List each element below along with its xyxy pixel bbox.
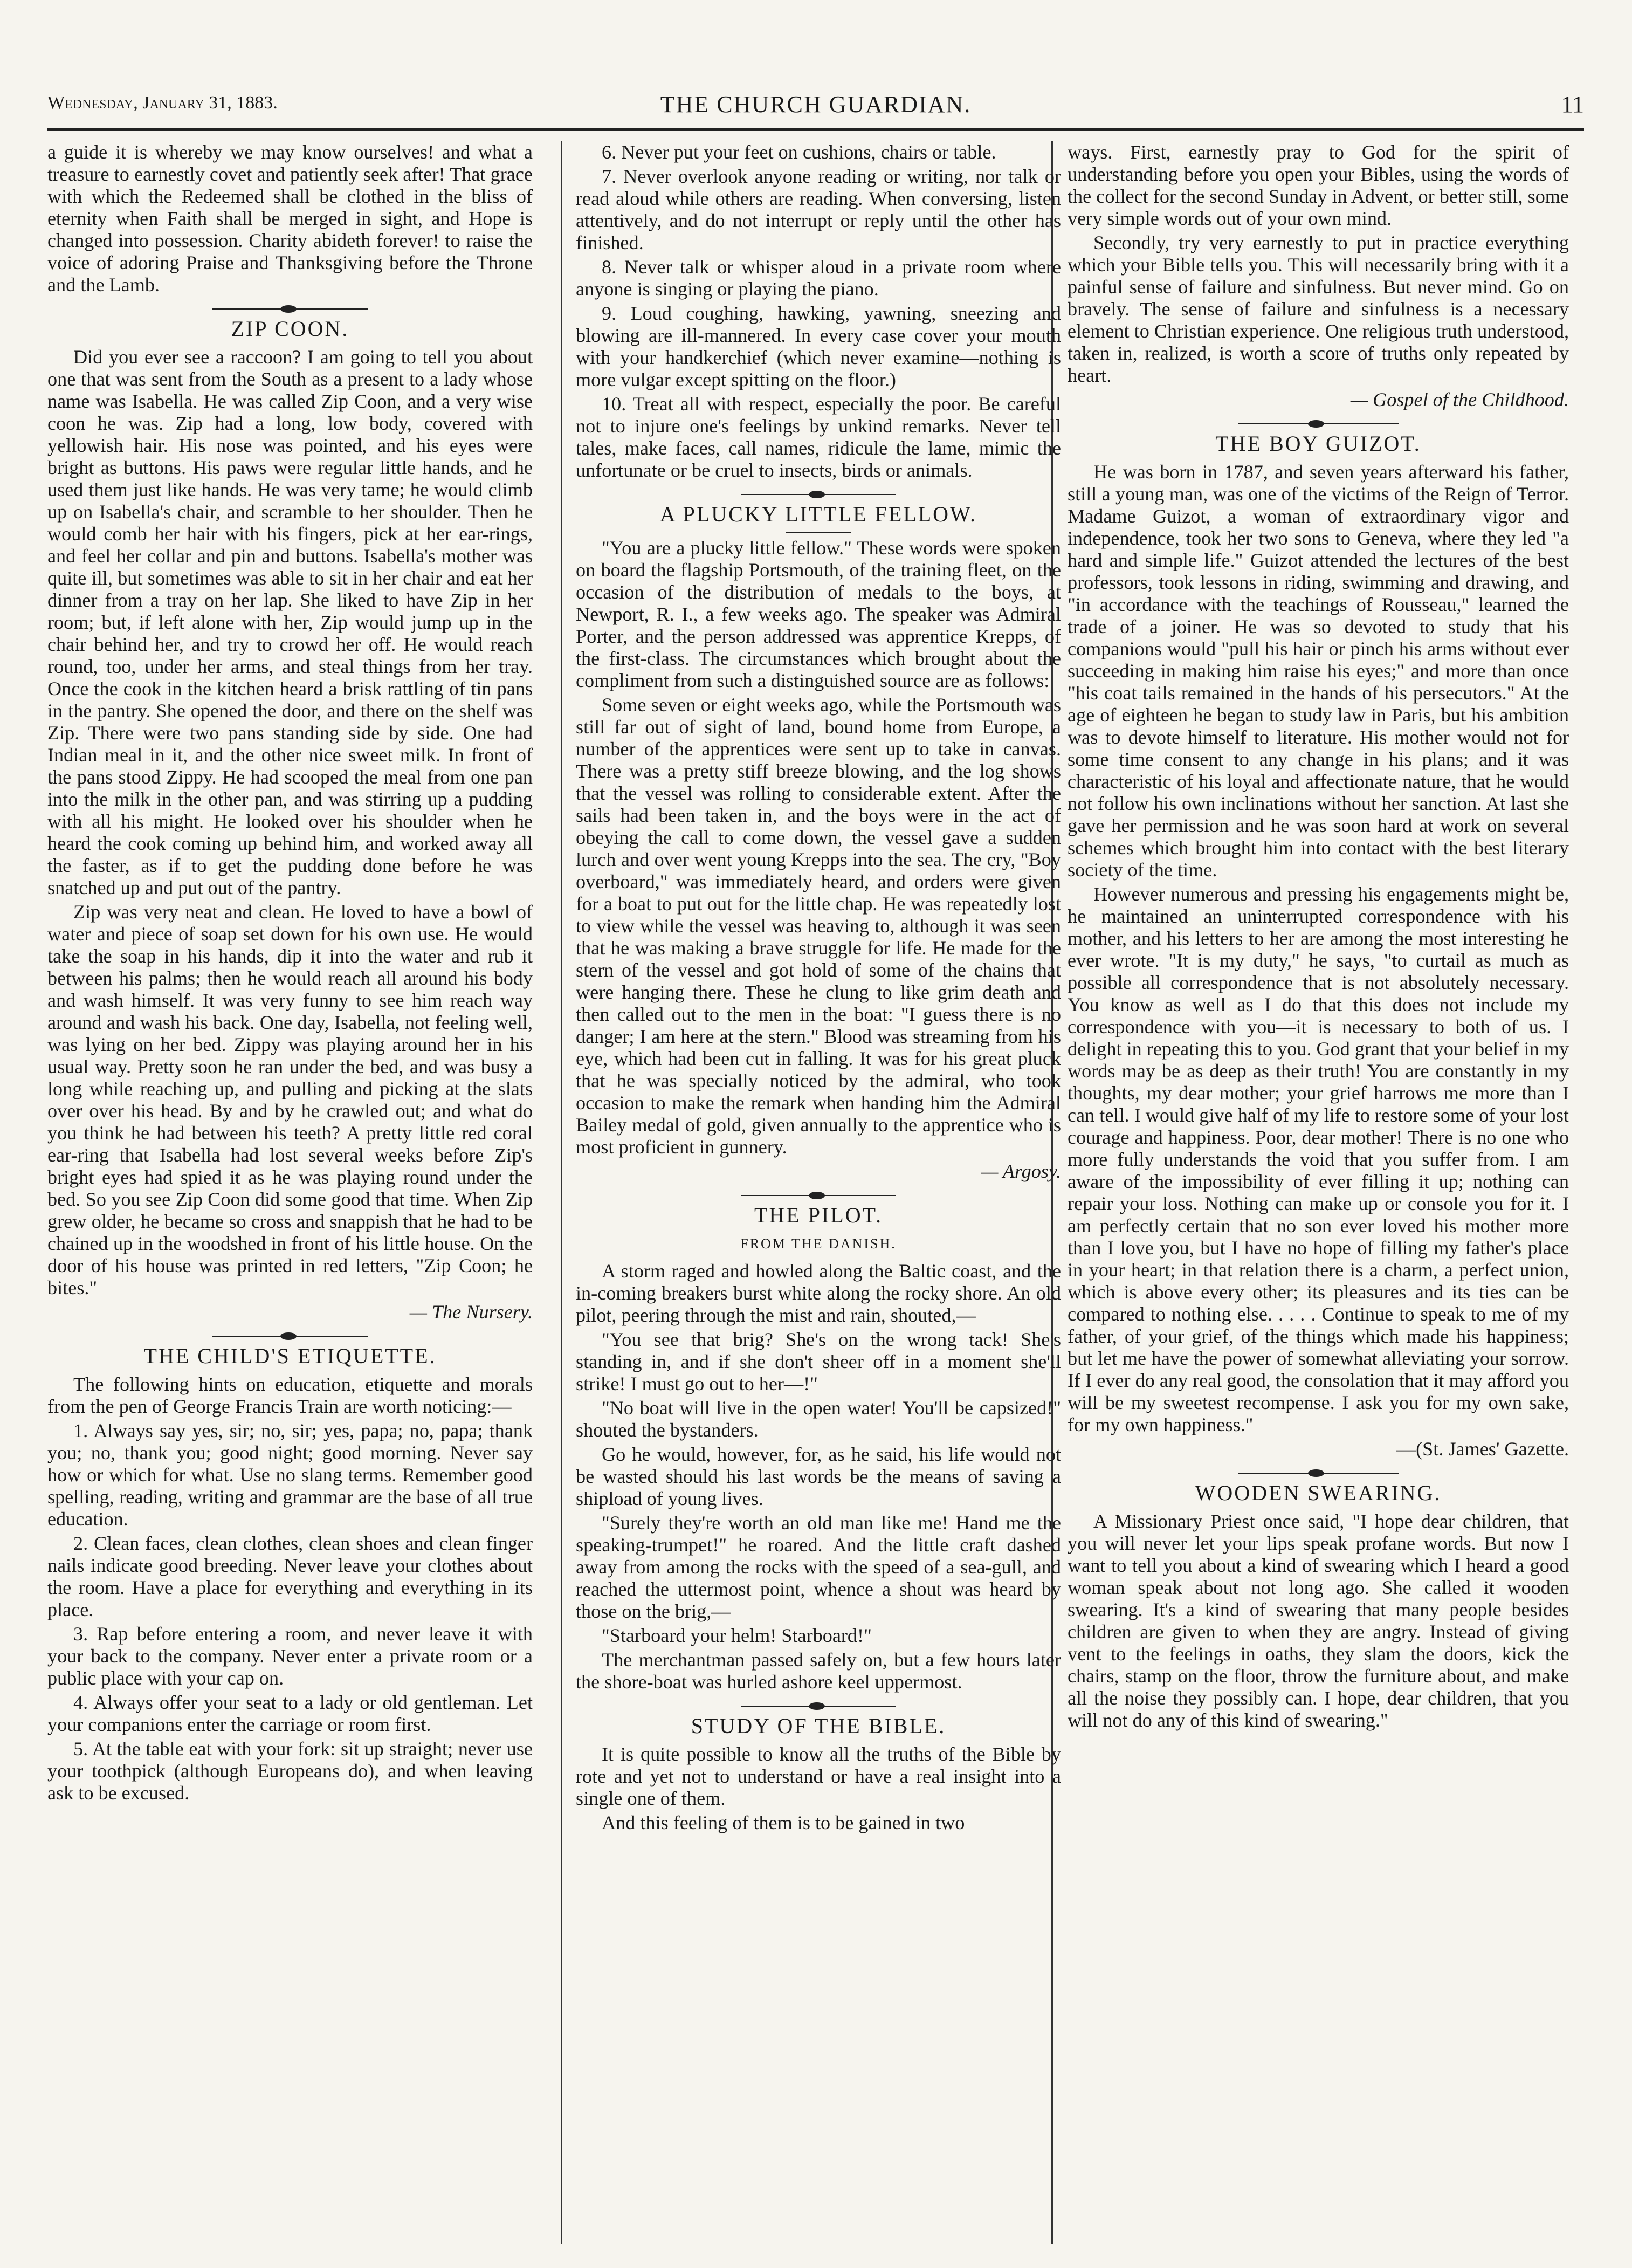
article-paragraph: "Starboard your helm! Starboard!" bbox=[602, 1625, 872, 1646]
article-paragraph: Secondly, try very earnestly to put in practice everything which your Bible tells you. This will necessarily bring with it a painful sense of failure and sinfulness. But never mind. Go on bravely. The sense of failure and sinfulness is a necessary element to Christian experience. One religious truth understood, taken in, realized, is worth a score of truths only repeated by heart. bbox=[1068, 232, 1569, 386]
article-paragraph: And this feeling of them is to be gained in two bbox=[602, 1812, 965, 1833]
article-paragraph: The merchantman passed safely on, but a few hours later the shore-boat was hurled ashore keel uppermost. bbox=[576, 1649, 1061, 1693]
section-ornament bbox=[1068, 1469, 1569, 1476]
article-paragraph: "You are a plucky little fellow." These words were spoken on board the flagship Portsmouth, of the training fleet, on the occasion of the distribution of medals to the boys, at Newport, R. I., a few weeks ago. The speaker was Admiral Porter, and the person addressed was apprentice Krepps, of the first-class. The circumstances which brought about the compliment from such a distinguished source are as follows: bbox=[576, 537, 1061, 691]
list-item: 8. Never talk or whisper aloud in a private room where anyone is singing or playing the piano. bbox=[576, 256, 1061, 300]
newspaper-title: THE CHURCH GUARDIAN. bbox=[660, 91, 972, 118]
article-paragraph: "You see that brig? She's on the wrong tack! She's standing in, and if she don't sheer off in a moment she'll strike! I must go out to her—!" bbox=[576, 1329, 1061, 1394]
column-divider bbox=[561, 141, 562, 2244]
article-paragraph: However numerous and pressing his engagements might be, he maintained an uninterrupted correspondence with his mother, and his letters to her are among the most interesting he ever wrote. "It is my duty," he says, "to curtail as much as possible all correspondence that is not absolutely necessary. You know as well as I do that this does not include my correspondence with you—it is necessary to both of us. I delight in repeating this to you. God grant that your belief in my words may be as deep as their truth! You are constantly in my thoughts, my dear mother; your grief harrows me more than I can tell. I would give half of my life to restore some of your lost courage and happiness. Poor, dear mother! There is no one who more fully understands the void that you suffer from. I am aware of the impossibility of ever filling it up; nothing can repair your loss. Nothing can make up or console you for it. I am perfectly certain that no son ever loved his mother more than I love you, but I have no hope of filling my father's place in your heart; in that relation there is a charm, a perfect union, which is above every other; its pleasures and its ties can be compared to nothing else. . . . . Continue to speak to me of my father, of your grief, of the things which made his happiness; but let me have the power of somewhat alleviating your sorrow. If I ever do any real good, the consolation that it may afford you will be my sweetest recompense. I ask you for my own sake, for my own happiness." bbox=[1068, 883, 1569, 1435]
list-item: 4. Always offer your seat to a lady or old gentleman. Let your companions enter the carriage or room first. bbox=[47, 1692, 533, 1735]
issue-date: Wednesday, January 31, 1883. bbox=[47, 93, 278, 113]
masthead bbox=[47, 91, 1584, 131]
article-subtitle: FROM THE DANISH. bbox=[740, 1236, 897, 1252]
list-item: 10. Treat all with respect, especially the poor. Be careful not to injure one's feelings by unkind remarks. Never tell tales, make faces, call names, ridicule the lame, mimic the unfortunate or be cruel to insects, birds or animals. bbox=[576, 393, 1061, 481]
article-source: — Argosy. bbox=[981, 1160, 1061, 1182]
section-ornament bbox=[1068, 420, 1569, 427]
article-title: ZIP COON. bbox=[231, 317, 349, 341]
article-paragraph: Did you ever see a raccoon? I am going to tell you about one that was sent from the South as a present to a lady whose name was Isabella. He was called Zip Coon, and a very wise coon he was. Zip had a long, low body, covered with yellowish hair. His nose was pointed, and his eyes were bright as buttons. His paws were regular little hands, and he used them just like hands. He was very tame; he would climb up on Isabella's chair, and scramble to her shoulder. Then he would comb her hair with his fingers, pick at her ear-rings, and feel her collar and pin and buttons. Isabella's mother was quite ill, but sometimes was able to sit in her chair and eat her dinner from a tray on her lap. She liked to have Zip in her room; but, if left alone with her, Zip would jump up in the chair behind her, and try to crowd her off. He would reach round, too, under her arms, and steal things from her tray. Once the cook in the kitchen heard a brisk rattling of tin pans in the pantry. She opened the door, and there on the shelf was Zip. There were two pans standing side by side. One had Indian meal in it, and the other nice sweet milk. In front of the pans stood Zippy. He had scooped the meal from one pan into the milk in the other pan, and was stirring up a pudding with all his might. He looked over his shoulder when he heard the cook coming up behind him, and worked away all the faster, as if to get the pudding done before he was snatched up and put out of the pantry. bbox=[47, 346, 533, 898]
column-2 bbox=[576, 141, 1061, 2246]
list-item: 3. Rap before entering a room, and never leave it with your back to the company. Never enter a private room or a public place with your cap on. bbox=[47, 1623, 533, 1689]
article-paragraph: Zip was very neat and clean. He loved to have a bowl of water and piece of soap set down for his own use. He would take the soap in his hands, dip it into the water and rub it between his palms; then he would reach all around his body and wash himself. It was very funny to see him reach way around and wash his back. One day, Isabella, not feeling well, was lying on her bed. Zippy was playing around her in his usual way. Pretty soon he ran under the bed, and was busy a long while reaching up, and pulling and picking at the slats over over his head. By and by he crawled out; and what do you think he had between his teeth? A pretty little red coral ear-ring that Isabella had lost several weeks before Zip's bright eyes had spied it as he was playing round under the bed. So you see Zip Coon did some good that time. When Zip grew older, he became so cross and snappish that he had to be chained up in the woodshed in front of his little house. On the door of his house was printed in red letters, "Zip Coon; he bites." bbox=[47, 901, 533, 1298]
article-source: — The Nursery. bbox=[409, 1301, 533, 1323]
column-1 bbox=[47, 141, 533, 2246]
list-item: 7. Never overlook anyone reading or writing, nor talk or read aloud while others are reading. When conversing, listen attentively, and do not interrupt or reply until the other has finished. bbox=[576, 166, 1061, 253]
article-title: WOODEN SWEARING. bbox=[1195, 1481, 1442, 1505]
list-item: 6. Never put your feet on cushions, chairs or table. bbox=[602, 141, 996, 163]
section-ornament bbox=[47, 1332, 533, 1339]
article-paragraph: He was born in 1787, and seven years afterward his father, still a young man, was one of the victims of the Reign of Terror. Madame Guizot, a woman of extraordinary vigor and independence, took her two sons to Geneva, where they led "a hard and simple life." Guizot attended the lectures of the best professors, took lessons in riding, swimming and drawing, and "in accordance with the teachings of Rousseau," learned the trade of a joiner. He was so devoted to study that his companions would "pull his hair or pinch his arms without ever succeeding in making him raise his eyes;" and more than once "his coat tails remained in the hands of his persecutors." At the age of eighteen he began to study law in Paris, but his ambition was to devote himself to literature. His mother would not for some time consent to any change in his plans; and it was characteristic of his loyal and affectionate nature, that he would not follow his own inclinations without her sanction. At last she gave her permission and he was soon hard at work on several schemes which brought him into contact with the best literary society of the time. bbox=[1068, 461, 1569, 881]
list-item: 2. Clean faces, clean clothes, clean shoes and clean finger nails indicate good breeding. Never leave your clothes about the room. Have a place for everything and everything in its place. bbox=[47, 1532, 533, 1620]
article-paragraph: "Surely they're worth an old man like me! Hand me the speaking-trumpet!" he roared. And the little craft dashed away from among the rocks with the speed of a sea-gull, and reached the uttermost point, whence a shout was heard by those on the brig,— bbox=[576, 1512, 1061, 1622]
list-item: 9. Loud coughing, hawking, yawning, sneezing and blowing are ill-mannered. In every case cover your mouth with your handkerchief (which never examine—nothing is more vulgar except spitting on the floor.) bbox=[576, 303, 1061, 390]
column-3 bbox=[1068, 141, 1569, 2246]
article-paragraph: ways. First, earnestly pray to God for the spirit of understanding before you open your Bibles, using the words of the collect for the second Sunday in Advent, or better still, some very simple words out of your own mind. bbox=[1068, 141, 1569, 229]
title-rule bbox=[786, 532, 851, 533]
article-paragraph: The following hints on education, etiquette and morals from the pen of George Francis Train are worth noticing:— bbox=[47, 1373, 533, 1417]
section-ornament bbox=[576, 1702, 1061, 1709]
article-title: THE CHILD'S ETIQUETTE. bbox=[143, 1344, 437, 1368]
page-number: 11 bbox=[1561, 91, 1584, 118]
list-item: 5. At the table eat with your fork: sit up straight; never use your toothpick (although Europeans do), and when leaving ask to be excused. bbox=[47, 1738, 533, 1804]
article-title: THE BOY GUIZOT. bbox=[1215, 431, 1421, 456]
article-title: THE PILOT. bbox=[754, 1203, 883, 1227]
article-paragraph: A storm raged and howled along the Baltic coast, and the in-coming breakers burst white along the rocky shore. An old pilot, peering through the mist and rain, shouted,— bbox=[576, 1260, 1061, 1326]
article-source: —(St. James' Gazette. bbox=[1396, 1438, 1569, 1460]
article-title: A PLUCKY LITTLE FELLOW. bbox=[659, 502, 977, 526]
article-source: — Gospel of the Childhood. bbox=[1350, 389, 1569, 410]
section-ornament bbox=[576, 490, 1061, 498]
section-ornament bbox=[47, 305, 533, 312]
article-paragraph: A Missionary Priest once said, "I hope dear children, that you will never let your lips speak profane words. But now I want to tell you about a kind of swearing which I heard a good woman speak about not long ago. She called it wooden swearing. It's a kind of swearing that many people besides children are given to when they are angry. Instead of giving vent to the feelings in oaths, they slam the doors, kick the chairs, stamp on the floor, throw the furniture about, and make all the noise they possibly can. I hope, dear children, that you will not do any of this kind of swearing." bbox=[1068, 1510, 1569, 1731]
article-title: STUDY OF THE BIBLE. bbox=[691, 1714, 946, 1738]
article-paragraph: "No boat will live in the open water! You'll be capsized!" shouted the bystanders. bbox=[576, 1397, 1061, 1441]
article-paragraph: a guide it is whereby we may know ourselves! and what a treasure to earnestly covet and patiently seek after! That grace with which the Redeemed shall be clothed in the bliss of eternity when Faith shall be merged in sight, and Hope is changed into possession. Charity abideth forever! to raise the voice of adoring Praise and Thanksgiving before the Throne and the Lamb. bbox=[47, 141, 533, 295]
section-ornament bbox=[576, 1191, 1061, 1199]
list-item: 1. Always say yes, sir; no, sir; yes, papa; no, papa; thank you; no, thank you; good night; good morning. Never say how or which for what. Use no slang terms. Remember good spelling, reading, writing and grammar are the base of all true education. bbox=[47, 1420, 533, 1530]
article-paragraph: Go he would, however, for, as he said, his life would not be wasted should his last words be the means of saving a shipload of young lives. bbox=[576, 1444, 1061, 1509]
article-paragraph: It is quite possible to know all the truths of the Bible by rote and yet not to understand or have a real insight into a single one of them. bbox=[576, 1743, 1061, 1809]
article-paragraph: Some seven or eight weeks ago, while the Portsmouth was still far out of sight of land, bound home from Europe, a number of the apprentices were sent up to take in canvas. There was a pretty stiff breeze blowing, and the log shows that the vessel was rolling to considerable extent. After the sails had been taken in, and the boys were in the act of obeying the call to come down, the vessel gave a sudden lurch and over went young Krepps into the sea. The cry, "Boy overboard," was immediately heard, and orders were given for a boat to put out for the little chap. He was repeatedly lost to view while the vessel was heaving to, although it was seen that he was making a brave struggle for life. He made for the stern of the vessel and got hold of some of the chains that were hanging there. These he clung to like grim death and then called out to the men in the boat: "I guess there is no danger; I am here at the stern." Blood was streaming from his eye, which had been cut in falling. It was for his great pluck that he was specially noticed by the admiral, who took occasion to make the remark when handing him the Admiral Bailey medal of gold, given annually to the apprentice who is most proficient in gunnery. bbox=[576, 694, 1061, 1158]
